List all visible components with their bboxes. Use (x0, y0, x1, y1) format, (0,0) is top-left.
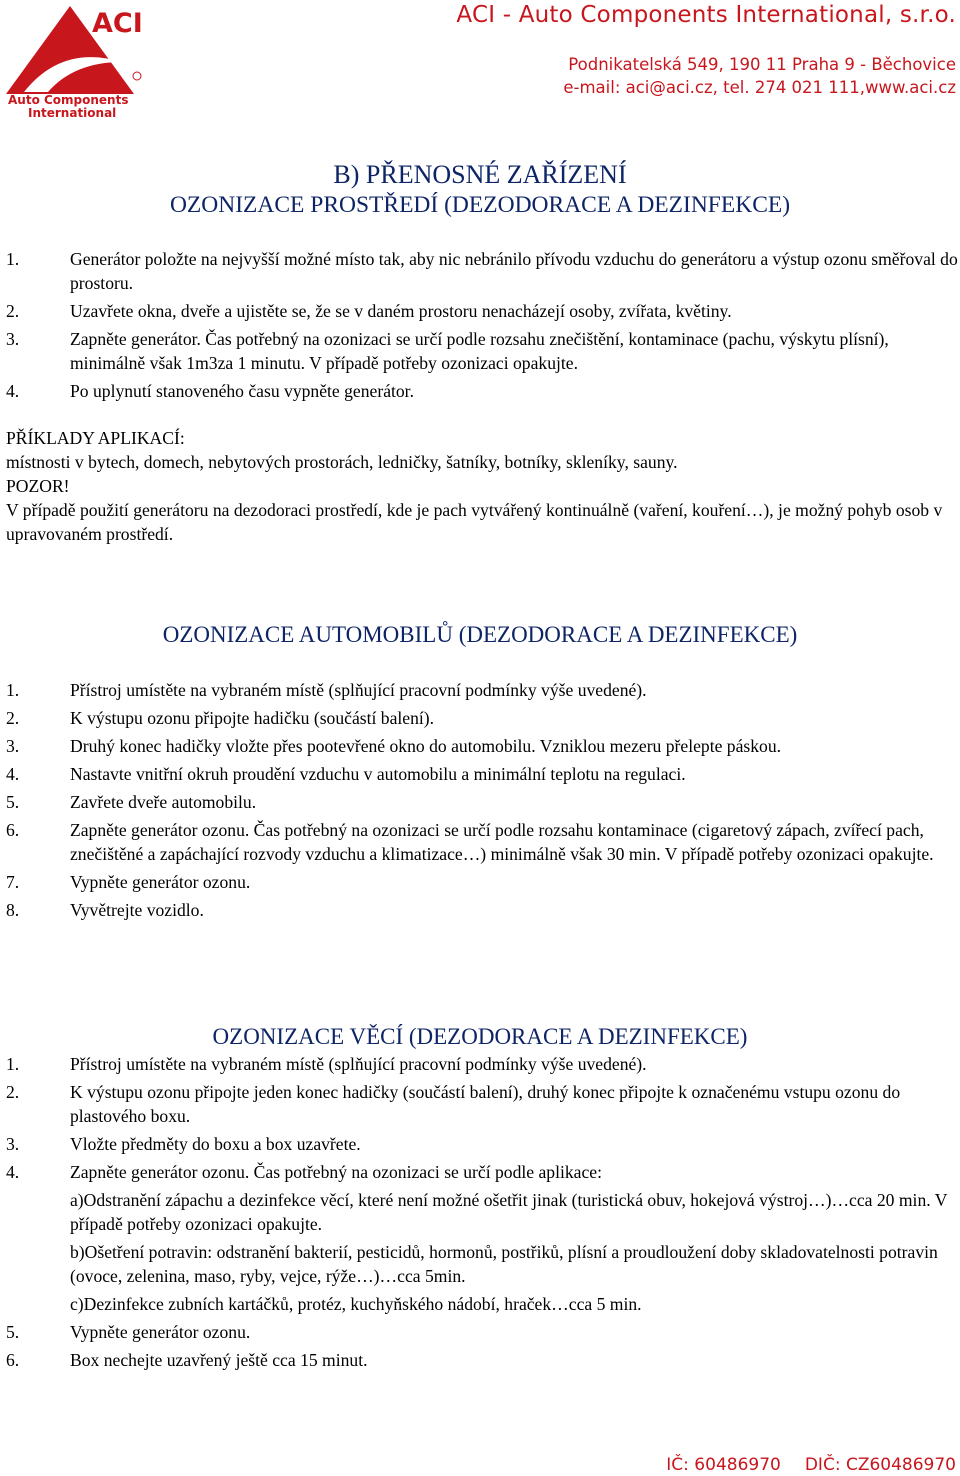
item-number: 3. (6, 736, 20, 756)
item-number: 3. (6, 1134, 20, 1154)
item-text: Uzavřete okna, dveře a ujistěte se, že se v daném prostoru nenacházejí osoby, zvířata, květiny. (70, 301, 732, 321)
company-address: Podnikatelská 549, 190 11 Praha 9 - Běchovice (568, 55, 956, 74)
item-number: 7. (6, 872, 20, 892)
section-title-environment: OZONIZACE PROSTŘEDÍ (DEZODORACE A DEZINFEKCE) (169, 192, 791, 218)
item-text: Vypněte generátor ozonu. (70, 872, 251, 892)
list-item (6, 1080, 958, 1128)
item-number: 1. (6, 1054, 20, 1074)
list-item (6, 734, 958, 758)
items-steps (6, 1052, 958, 1372)
examples-block (6, 426, 956, 546)
item-number: 1. (6, 680, 20, 700)
examples-text: místnosti v bytech, domech, nebytových prostorách, ledničky, šatníky, botníky, skleníky, sauny. (6, 452, 678, 472)
item-text: Zapněte generátor. Čas potřebný na ozonizaci se určí podle rozsahu znečištění, kontaminace (pachu, výskytu plísní), minimálně však 1m3za 1 minutu. V případě potřeby ozonizaci opakujte. (70, 329, 889, 373)
item-text: Generátor položte na nejvyšší možné místo tak, aby nic nebránilo přívodu vzduchu do generátoru a výstup ozonu směřoval do prostoru. (70, 249, 958, 293)
item-text: Zapněte generátor ozonu. Čas potřebný na ozonizaci se určí podle aplikace: (70, 1162, 602, 1182)
section-title-cars: OZONIZACE AUTOMOBILŮ (DEZODORACE A DEZINFEKCE) (162, 622, 798, 647)
item-number: 3. (6, 329, 20, 349)
item-text: K výstupu ozonu připojte hadičku (součástí balení). (70, 708, 435, 728)
list-item (6, 898, 958, 922)
examples-label: PŘÍKLADY APLIKACÍ: (6, 428, 185, 448)
document-title: B) PŘENOSNÉ ZAŘÍZENÍ (333, 160, 627, 189)
logo-subtitle-1: Auto Components (8, 93, 129, 107)
item-text: Vypněte generátor ozonu. (70, 1322, 251, 1342)
list-item (6, 327, 958, 375)
aci-logo (4, 4, 144, 122)
sub-item: a)Odstranění zápachu a dezinfekce věcí, které není možné ošetřit jinak (turistická obuv, hokejová výstroj…)…cca 20 min. V případě potřeby ozonizaci opakujte. (70, 1190, 948, 1234)
list-item (6, 870, 958, 894)
list-item (6, 1132, 958, 1156)
list-item (6, 678, 958, 702)
item-text: Vyvětrejte vozidlo. (70, 900, 204, 920)
item-number: 4. (6, 764, 20, 784)
item-text: Zapněte generátor ozonu. Čas potřebný na ozonizaci se určí podle rozsahu kontaminace (cigaretový zápach, zvířecí pach, znečištěné a zapáchající rozvody vzduchu a klimatizace…) minimálně však 30 min. V případě potřeby ozonizaci opakujte. (70, 820, 934, 864)
item-text: Vložte předměty do boxu a box uzavřete. (70, 1134, 361, 1154)
item-text: Přístroj umístěte na vybraném místě (splňující pracovní podmínky výše uvedené). (70, 1054, 647, 1074)
list-item (6, 299, 958, 323)
sub-list (70, 1188, 958, 1316)
list-item (6, 790, 958, 814)
item-text: K výstupu ozonu připojte jeden konec hadičky (součástí balení), druhý konec připojte k označenému vstupu ozonu do plastového boxu. (70, 1082, 901, 1126)
item-number: 2. (6, 708, 20, 728)
item-number: 4. (6, 1162, 20, 1182)
list-item (6, 1320, 958, 1344)
item-number: 8. (6, 900, 20, 920)
sub-item: b)Ošetření potravin: odstranění bakterií, pesticidů, hormonů, postřiků, plísní a proudloužení doby skladovatelnosti potravin (ovoce, zelenina, maso, ryby, vejce, rýže…)…cca 5min. (70, 1242, 938, 1286)
environment-steps (6, 247, 958, 403)
item-number: 2. (6, 301, 20, 321)
warning-label: POZOR! (6, 476, 70, 496)
letterhead (0, 0, 960, 125)
item-text: Druhý konec hadičky vložte přes pootevřené okno do automobilu. Vzniklou mezeru přelepte páskou. (70, 736, 782, 756)
list-item (6, 1160, 958, 1316)
warning-text: V případě použití generátoru na dezodoraci prostředí, kde je pach vytvářený kontinuálně (vaření, kouření…), je možný pohyb osob v upravovaném prostředí. (6, 500, 943, 544)
dic: DIČ: CZ60486970 (804, 1455, 956, 1475)
item-number: 5. (6, 1322, 20, 1342)
list-item (6, 818, 958, 866)
list-item (6, 1348, 958, 1372)
item-text: Box nechejte uzavřený ještě cca 15 minut. (70, 1350, 368, 1370)
item-text: Po uplynutí stanoveného času vypněte generátor. (70, 381, 414, 401)
logo-text: ACI (92, 8, 143, 39)
item-number: 1. (6, 249, 20, 269)
list-item (6, 706, 958, 730)
item-text: Zavřete dveře automobilu. (70, 792, 257, 812)
item-number: 6. (6, 1350, 20, 1370)
ico: IČ: 60486970 (666, 1455, 781, 1475)
item-number: 5. (6, 792, 20, 812)
item-text: Nastavte vnitřní okruh proudění vzduchu v automobilu a minimální teplotu na regulaci. (70, 764, 686, 784)
item-number: 2. (6, 1082, 20, 1102)
list-item (6, 379, 958, 403)
section-title-items: OZONIZACE VĚCÍ (DEZODORACE A DEZINFEKCE) (212, 1024, 748, 1049)
item-number: 4. (6, 381, 20, 401)
sub-item: c)Dezinfekce zubních kartáčků, protéz, kuchyňského nádobí, hraček…cca 5 min. (70, 1294, 642, 1314)
item-text: Přístroj umístěte na vybraném místě (splňující pracovní podmínky výše uvedené). (70, 680, 647, 700)
company-name: ACI - Auto Components International, s.r.o. (456, 2, 956, 28)
item-number: 6. (6, 820, 20, 840)
logo-subtitle-2: International (28, 106, 117, 120)
list-item (6, 762, 958, 786)
company-ids (666, 1455, 956, 1475)
list-item (6, 247, 958, 295)
list-item (6, 1052, 958, 1076)
company-contact: e-mail: aci@aci.cz, tel. 274 021 111,www.aci.cz (563, 78, 956, 97)
car-steps (6, 678, 958, 922)
